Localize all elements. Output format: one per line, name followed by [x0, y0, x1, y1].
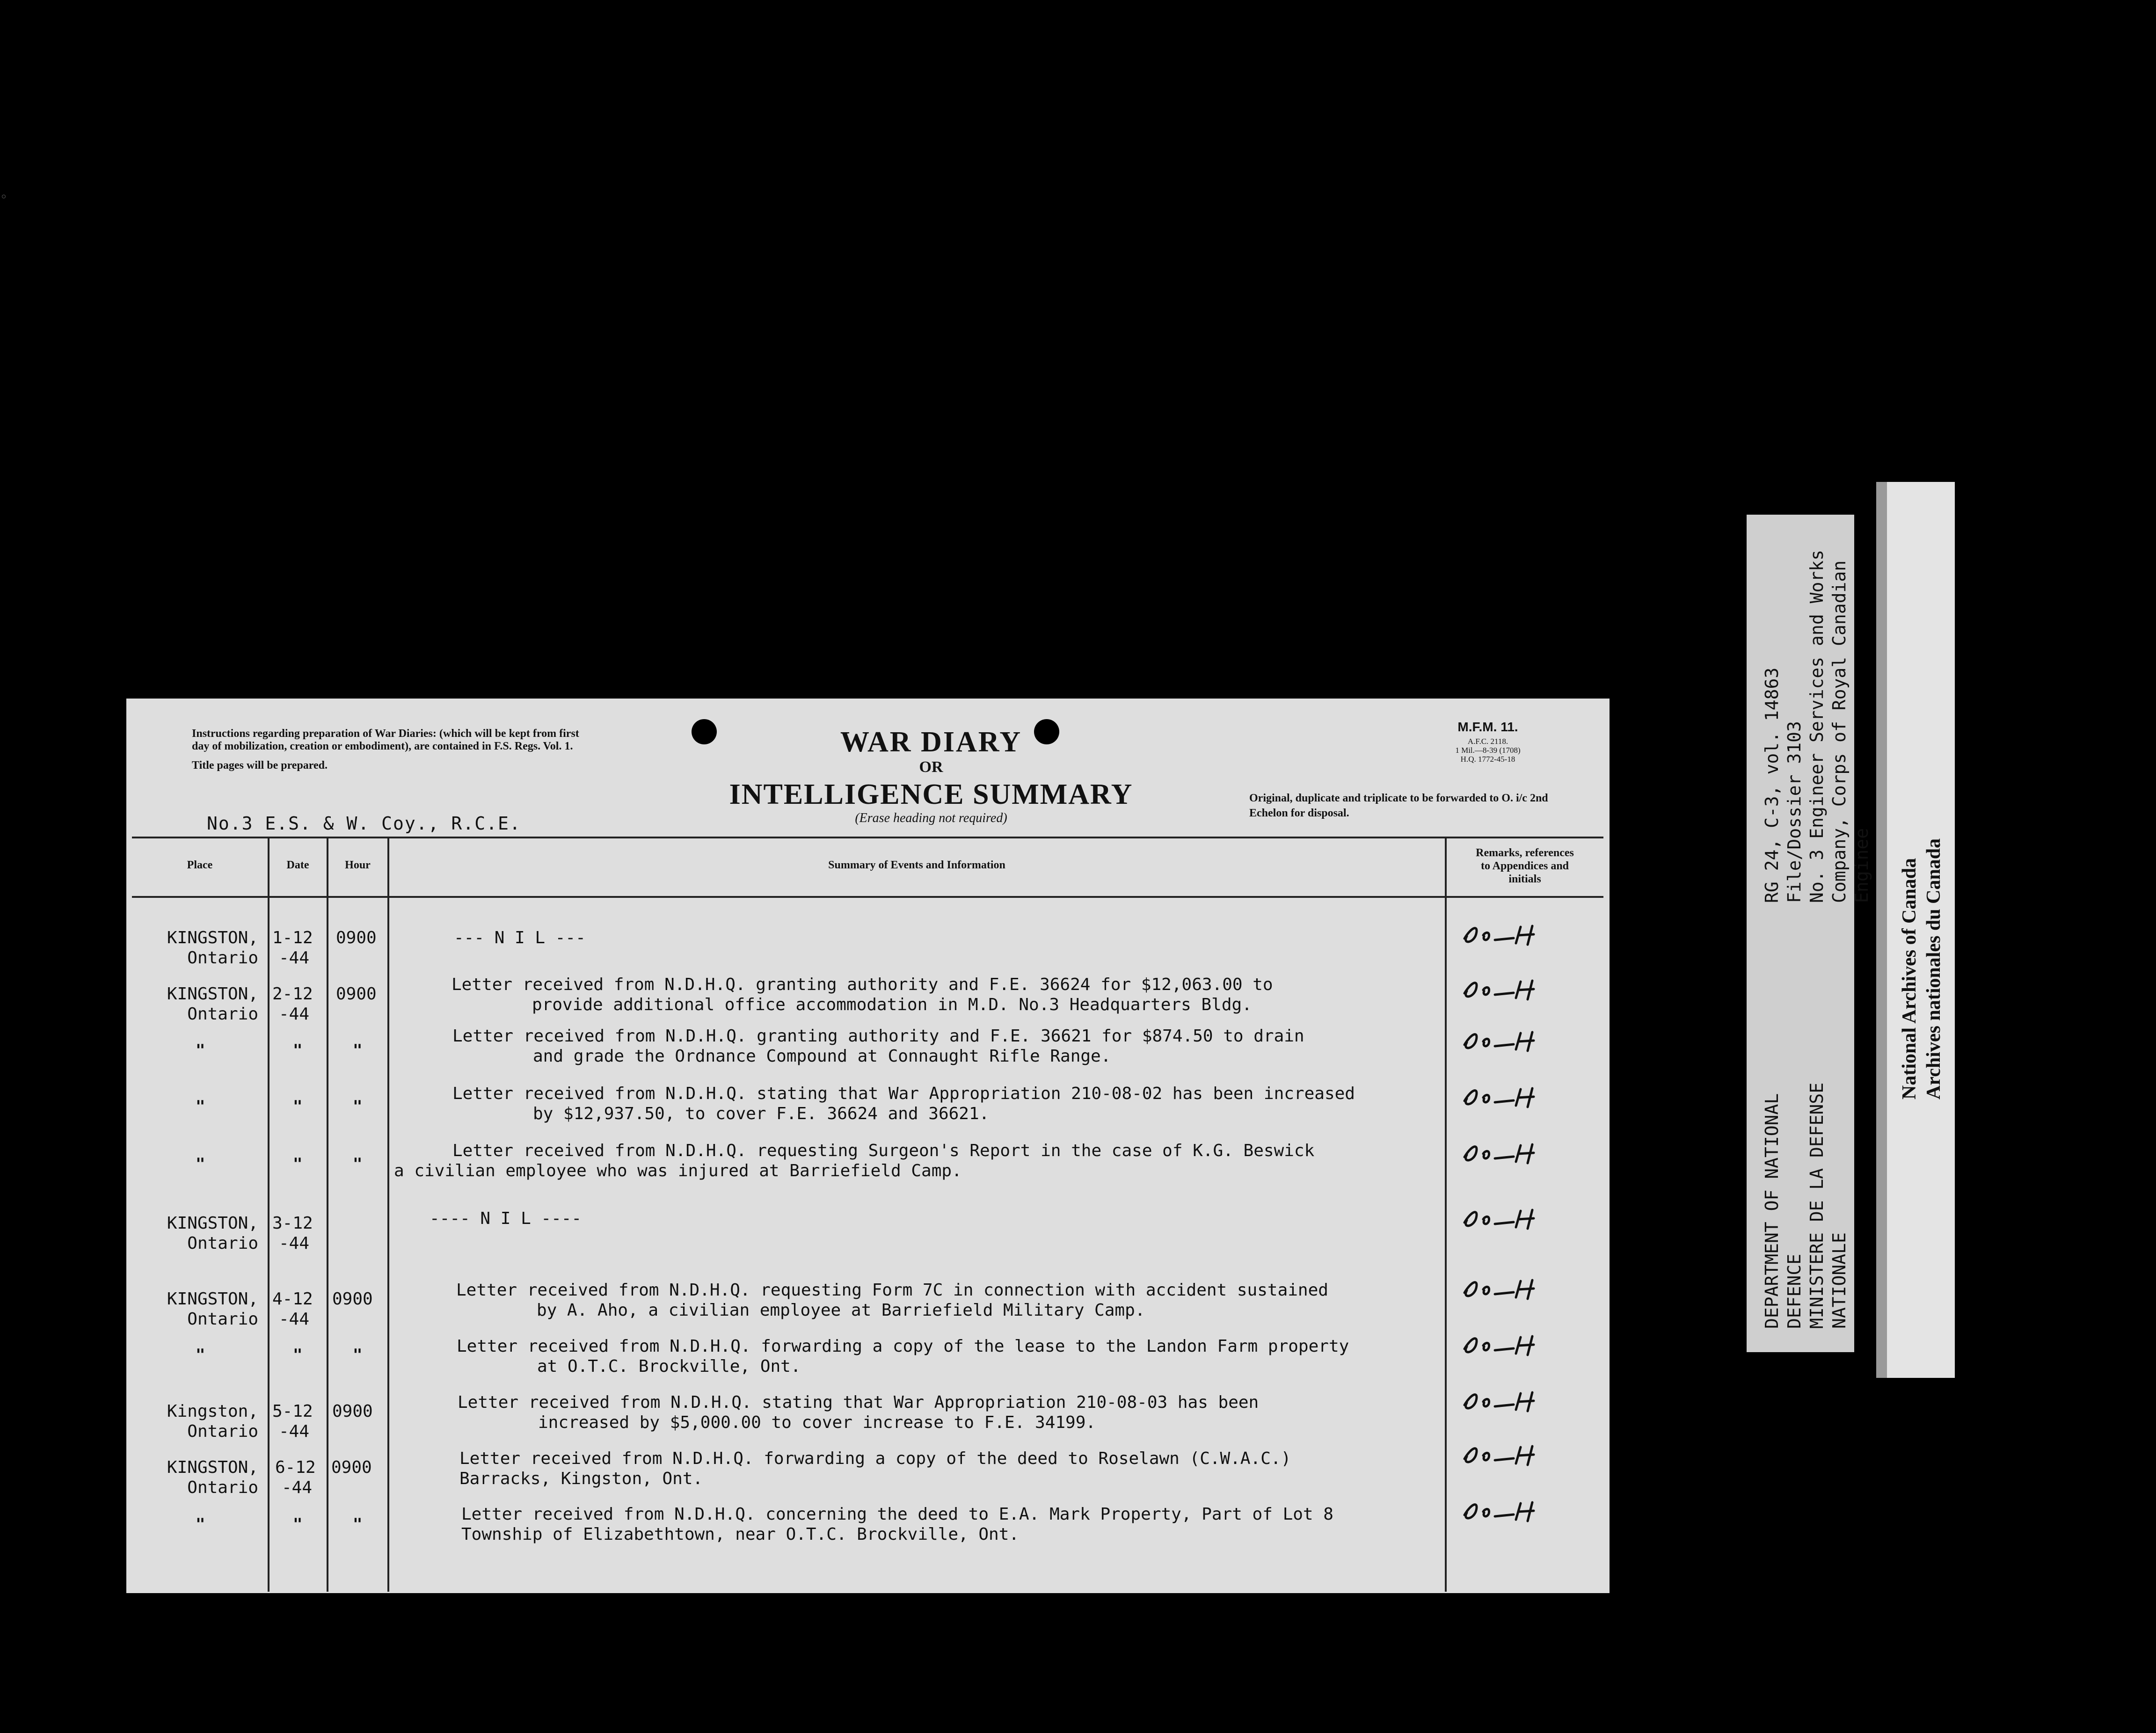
table-row-9-entry	[458, 1392, 1259, 1433]
table-row-9-place	[132, 1401, 258, 1442]
col-rule-hour	[387, 837, 389, 1592]
entry-line: and grade the Ordnance Compound at Connaught Rifle Range.	[533, 1047, 1111, 1066]
table-row-1-date	[272, 928, 313, 968]
initials-signature	[1450, 1024, 1577, 1056]
table-row-1-entry: --- N I L ---	[454, 928, 586, 947]
place-line: Ontario	[187, 1478, 258, 1497]
table-row-2-hour: 0900	[336, 984, 377, 1004]
place-line: Kingston,	[167, 1402, 258, 1421]
archive-line: RG 24, C-3, vol. 14863	[1762, 667, 1782, 903]
form-code: M.F.M. 11.	[1457, 720, 1518, 734]
table-row-9-date	[272, 1401, 313, 1442]
entry-line: Barracks, Kingston, Ont.	[459, 1469, 703, 1488]
date-line: 1-12	[272, 928, 313, 947]
place-line: Ontario	[187, 1310, 258, 1329]
table-row-5-entry	[394, 1141, 1315, 1181]
table-row-2-entry	[452, 975, 1273, 1015]
entry-line: Letter received from N.D.H.Q. requesting Form 7C in connection with accident sustained	[456, 1281, 1328, 1300]
table-row-7-date	[272, 1289, 313, 1329]
initials-signature	[1450, 917, 1577, 950]
war-diary-page	[126, 699, 1610, 1593]
table-row-6-date	[272, 1213, 313, 1253]
table-row-6-entry: ---- N I L ----	[430, 1209, 582, 1228]
instructions-text: Instructions regarding preparation of War Diaries: (which will be kept from first day of mobilization, creation or embodiment), are contained in F.S. Regs. Vol. 1.	[192, 728, 579, 752]
entry-line: provide additional office accommodation in M.D. No.3 Headquarters Bldg.	[532, 995, 1252, 1014]
col-rule-place	[268, 837, 270, 1592]
distribution-note: Original, duplicate and triplicate to be forwarded to O. i/c 2nd Echelon for disposal.	[1249, 792, 1548, 819]
date-line: 2-12	[272, 984, 313, 1004]
entry-line: increased by $5,000.00 to cover increase to F.E. 34199.	[538, 1413, 1096, 1432]
table-row-8-place: "	[196, 1346, 205, 1364]
date-line: 6-12	[275, 1458, 316, 1477]
initials-signature	[1450, 1136, 1577, 1169]
entry-line: Letter received from N.D.H.Q. stating that War Appropriation 210-08-03 has been	[458, 1393, 1259, 1412]
punch-hole-left	[692, 719, 717, 744]
col-header-place: Place	[187, 859, 213, 871]
col-rule-summary	[1445, 837, 1447, 1592]
date-line: 3-12	[272, 1214, 313, 1233]
initials-signature	[1450, 1494, 1577, 1527]
place-line: KINGSTON,	[167, 1458, 258, 1477]
date-line: -44	[279, 948, 310, 968]
title-intelligence-summary: INTELLIGENCE SUMMARY	[729, 779, 1133, 810]
date-line: -44	[279, 1234, 310, 1253]
table-row-8-hour: "	[353, 1346, 363, 1364]
department-line: MINISTERE DE LA DEFENSE	[1806, 1082, 1827, 1329]
table-row-7-hour: 0900	[332, 1289, 373, 1309]
table-row-11-entry	[461, 1504, 1333, 1544]
place-line: KINGSTON,	[167, 1214, 258, 1233]
table-row-7-place	[132, 1289, 258, 1329]
table-row-9-hour: 0900	[332, 1402, 373, 1421]
entry-line: Letter received from N.D.H.Q. requesting Surgeon's Report in the case of K.G. Beswick	[452, 1141, 1315, 1160]
entry-line: at O.T.C. Brockville, Ont.	[537, 1357, 801, 1376]
place-line: KINGSTON,	[167, 928, 258, 947]
table-row-4-place: "	[196, 1097, 205, 1116]
archive-stamp-shadow	[1876, 482, 1887, 1378]
initials-signature	[1450, 972, 1577, 1005]
archive-line: Company, Corps of Royal Canadian	[1829, 560, 1850, 903]
department-line: DEPARTMENT OF NATIONAL	[1762, 1093, 1782, 1329]
archive-reference-label	[1747, 515, 1872, 1352]
table-row-10-entry	[459, 1449, 1291, 1489]
table-row-11-place: "	[196, 1515, 205, 1534]
table-row-5-hour: "	[353, 1155, 363, 1173]
stamp-line: National Archives of Canada	[1899, 858, 1920, 1100]
col-header-date: Date	[286, 859, 309, 871]
entry-line: Letter received from N.D.H.Q. forwarding a copy of the deed to Roselawn (C.W.A.C.)	[459, 1449, 1291, 1468]
initials-signature	[1450, 1201, 1577, 1234]
afc-line-2: 1 Mil.—8-39 (1708)	[1455, 746, 1521, 755]
table-row-5-place: "	[196, 1155, 205, 1173]
table-row-1-place	[132, 928, 258, 968]
table-row-2-date	[272, 984, 313, 1024]
date-line: -44	[279, 1005, 310, 1024]
place-line: Ontario	[187, 1005, 258, 1024]
table-row-4-entry	[452, 1084, 1355, 1124]
place-line: Ontario	[187, 1422, 258, 1441]
col-header-hour: Hour	[345, 859, 371, 871]
afc-line-3: H.Q. 1772-45-18	[1460, 755, 1515, 764]
table-row-11-date: "	[293, 1515, 303, 1534]
archive-line: File/Dossier 3103	[1784, 721, 1805, 903]
date-line: 4-12	[272, 1289, 313, 1309]
place-line: KINGSTON,	[167, 984, 258, 1004]
instructions-note	[192, 728, 580, 772]
col-rule-date	[327, 837, 328, 1592]
table-row-10-hour: 0900	[331, 1458, 372, 1477]
table-row-8-date: "	[293, 1346, 303, 1364]
scan-speck	[2, 195, 6, 198]
entry-line: Letter received from N.D.H.Q. concerning the deed to E.A. Mark Property, Part of Lot 8	[461, 1505, 1333, 1524]
date-line: 5-12	[272, 1402, 313, 1421]
archive-reference-text	[1761, 550, 1873, 903]
initials-signature	[1450, 1328, 1577, 1361]
entry-line: by A. Aho, a civilian employee at Barriefield Military Camp.	[537, 1301, 1145, 1320]
header-bottom-rule	[132, 896, 1603, 898]
table-row-2-place	[132, 984, 258, 1024]
table-row-1-hour: 0900	[336, 928, 377, 947]
archive-line: No. 3 Engineer Services and Works	[1806, 550, 1827, 903]
entry-line: Letter received from N.D.H.Q. granting authority and F.E. 36621 for $874.50 to drain	[452, 1027, 1304, 1046]
table-row-7-entry	[456, 1280, 1328, 1320]
department-line: NATIONALE	[1829, 1232, 1850, 1329]
col-header-remarks	[1446, 846, 1603, 886]
archive-stamp-text	[1897, 838, 1946, 1100]
entry-line: Letter received from N.D.H.Q. forwarding a copy of the lease to the Landon Farm property	[457, 1337, 1349, 1356]
department-line: DEFENCE	[1784, 1253, 1805, 1329]
table-row-3-hour: "	[353, 1041, 363, 1060]
initials-signature	[1450, 1080, 1577, 1113]
afc-reference	[1432, 737, 1544, 764]
stamp-line: Archives nationales du Canada	[1923, 838, 1945, 1100]
table-row-4-date: "	[293, 1097, 303, 1116]
place-line: Ontario	[187, 1234, 258, 1253]
table-row-11-hour: "	[353, 1515, 363, 1534]
title-or: OR	[919, 758, 943, 776]
table-top-rule	[132, 837, 1603, 838]
department-text	[1761, 1083, 1850, 1329]
remarks-line-3: initials	[1508, 873, 1541, 885]
remarks-line-2: to Appendices and	[1480, 860, 1569, 872]
initials-signature	[1450, 1272, 1577, 1304]
table-row-5-date: "	[293, 1155, 303, 1173]
table-row-3-place: "	[196, 1041, 205, 1060]
table-row-6-place	[132, 1213, 258, 1253]
table-row-10-place	[132, 1457, 258, 1498]
archive-line: Enginee	[1851, 828, 1872, 903]
date-line: -44	[282, 1478, 313, 1497]
date-line: -44	[279, 1422, 310, 1441]
unit-name: No.3 E.S. & W. Coy., R.C.E.	[207, 813, 521, 834]
table-row-3-date: "	[293, 1041, 303, 1060]
remarks-line-1: Remarks, references	[1476, 847, 1574, 859]
table-row-4-hour: "	[353, 1097, 363, 1116]
title-war-diary: WAR DIARY	[840, 726, 1022, 758]
col-header-summary: Summary of Events and Information	[828, 859, 1005, 871]
entry-line: Letter received from N.D.H.Q. granting authority and F.E. 36624 for $12,063.00 to	[452, 975, 1273, 994]
entry-line: Township of Elizabethtown, near O.T.C. Brockville, Ont.	[461, 1525, 1020, 1544]
title-subnote: (Erase heading not required)	[855, 811, 1007, 825]
table-row-8-entry	[457, 1336, 1349, 1376]
place-line: Ontario	[187, 948, 258, 968]
initials-signature	[1450, 1384, 1577, 1417]
entry-line: a civilian employee who was injured at Barriefield Camp.	[394, 1161, 962, 1180]
initials-signature	[1450, 1438, 1577, 1471]
place-line: KINGSTON,	[167, 1289, 258, 1309]
entry-line: Letter received from N.D.H.Q. stating that War Appropriation 210-08-02 has been increased	[452, 1084, 1355, 1103]
table-row-10-date	[275, 1457, 316, 1498]
table-row-3-entry	[452, 1026, 1304, 1066]
title-pages-note: Title pages will be prepared.	[192, 759, 328, 772]
date-line: -44	[279, 1310, 310, 1329]
entry-line: by $12,937.50, to cover F.E. 36624 and 36621.	[533, 1104, 990, 1123]
archive-stamp	[1887, 482, 1955, 1378]
afc-line-1: A.F.C. 2118.	[1467, 737, 1508, 746]
